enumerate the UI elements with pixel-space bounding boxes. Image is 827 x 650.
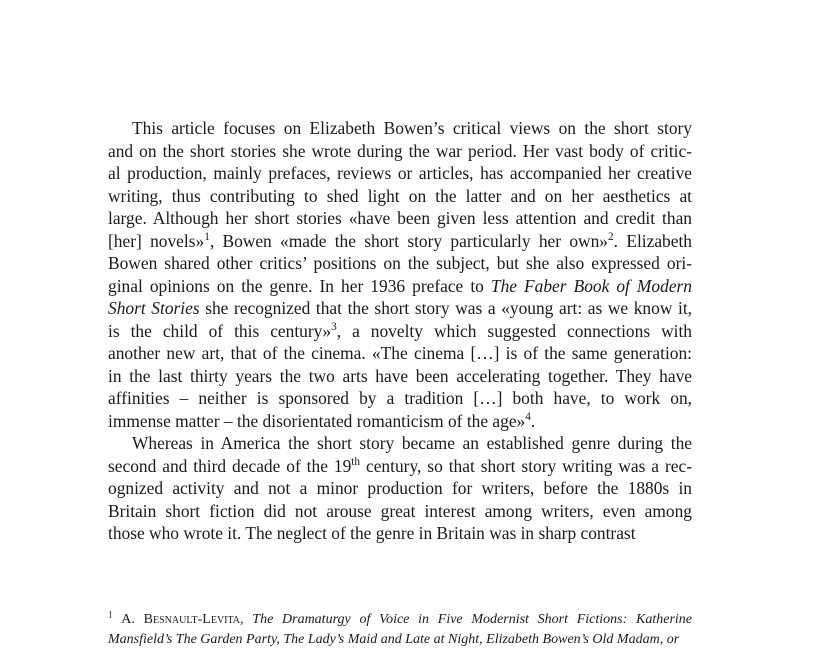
text-line: This article focuses on Elizabeth Bowen’s critical views on the short story [132, 118, 692, 138]
text-line: writing, thus contributing to shed light on the latter and on her aesthetics at [108, 185, 692, 206]
footnote-line-1: $^1$ A. Besnault-Levita, The Dramaturgy of Voice in Five Modernist Short Fictions: Katherine [108, 609, 693, 627]
footnote-ref: 2 [608, 230, 614, 243]
footnote-author: A. Besnault-Levita [121, 612, 241, 627]
text-line: Whereas in America the short story became an established genre during the [132, 433, 692, 453]
text-line: large. Although her short stories «have been given less attention and credit than [108, 208, 692, 228]
main-text [108, 117, 692, 545]
footnote-number: 1 [108, 609, 113, 620]
text-line: and on the short stories she wrote during the war period. Her vast body of critic- [108, 140, 692, 161]
footnote-ref: 1 [204, 230, 210, 243]
text-line: affinities – neither is sponsored by a tradition […] both have, to work on, [108, 388, 692, 408]
footnote-ref: 4 [525, 410, 531, 423]
footnote [108, 610, 692, 650]
footnote-ref: th [351, 455, 361, 468]
text-line: second and third decade of the 19th century, so that short story writing was a rec- [108, 455, 692, 476]
text-line: Bowen shared other critics’ positions on the subject, but she also expressed ori- [108, 253, 692, 273]
italic-title: The Faber Book of Modern [490, 275, 692, 296]
text-line: Short Stories she recognized that the short story was a «young art: as we know it, [108, 298, 692, 318]
text-line: Britain short fiction did not arouse great interest among writers, even among [108, 500, 692, 521]
italic-title: Short Stories [108, 298, 200, 318]
footnote-title: The Dramaturgy of Voice in Five Modernist Short Fictions: Katherine [252, 612, 693, 627]
text-line: ognized activity and not a minor production for writers, before the 1880s in [108, 478, 692, 498]
text-line: is the child of this century»$^3$, a novelty which suggested connections with [108, 320, 692, 341]
footnote-ref: 3 [331, 320, 337, 333]
text-line: [her] novels»$^1$, Bowen «made the short story particularly her own»$^2$. Elizabeth [108, 230, 692, 251]
footnote-line-2: Mansfield’s The Garden Party, The Lady’s Maid and Late at Night, Elizabeth Bowen’s Old Madam, or [108, 632, 680, 647]
text-line: immense matter – the disorientated romanticism of the age»$^4$. [108, 410, 536, 431]
text-line: al production, mainly prefaces, reviews or articles, has accompanied her creative [108, 163, 692, 183]
text-line: those who wrote it. The neglect of the genre in Britain was in sharp contrast [108, 523, 636, 543]
text-line: another new art, that of the cinema. «The cinema […] is of the same generation: [108, 343, 692, 363]
text-line: ginal opinions on the genre. In her 1936 preface to The Faber Book of Modern [108, 275, 692, 296]
text-line: in the last thirty years the two arts have been accelerating together. They have [108, 365, 692, 386]
